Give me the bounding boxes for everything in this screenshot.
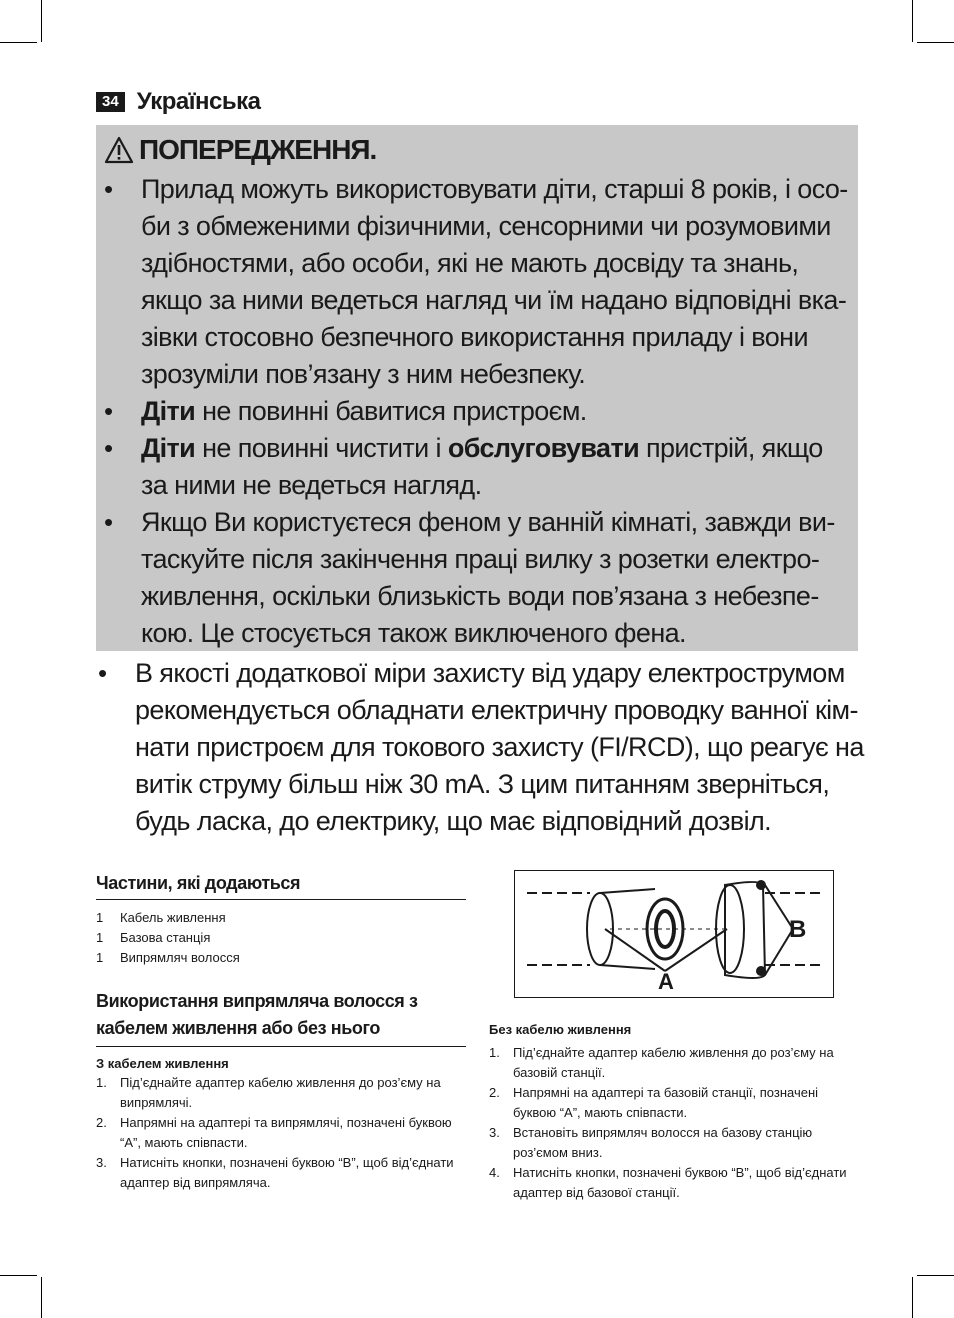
crop-mark (912, 0, 913, 42)
step-item: 3. Встановіть випрямляч волосся на базову станцію роз’ємом вниз. (489, 1125, 813, 1160)
crop-mark (917, 42, 954, 43)
warning-item: • Прилад можуть використовувати діти, старші 8 років, і осо-би з обмеженими фізичними, сенсорними чи розумовими здібностями, або особи, які не мають досвіду та знань, якщо за ними ведеться нагляд чи їм надано відповідні вка-зівки стосовно безпечного використання приладу і вони зрозуміли пов’язану з ним небезпеку. (96, 171, 858, 393)
label-a: A (658, 969, 674, 994)
crop-mark (917, 1275, 954, 1276)
warning-triangle-icon (104, 136, 134, 164)
subsection-title: З кабелем живлення (96, 1056, 229, 1071)
page-header (96, 88, 260, 116)
safety-note-item: • В якості додаткової міри захисту від удару електрострумом рекомендується обладнати електричну проводку ванної кім-нати пристроєм для токового захисту (FI/RCD), що реагує на витік струму більш ніж 30 mA. З цим питанням зверніться, будь ласка, до електрику, що має відповідний дозвіл. (96, 655, 866, 840)
warning-heading: ПОПЕРЕДЖЕННЯ. (139, 134, 377, 165)
crop-mark (41, 1277, 42, 1318)
safety-note (96, 655, 866, 840)
step-item: 1. Під’єднайте адаптер кабелю живлення до роз’єму на базовій станції. (489, 1045, 834, 1080)
step-item: 1. Під’єднайте адаптер кабелю живлення до роз’єму на випрямлячі. (96, 1075, 441, 1110)
warning-item: • Діти не повинні бавитися пристроєм. (96, 393, 858, 430)
crop-mark (41, 0, 42, 42)
warning-item: • Якщо Ви користуєтеся феном у ванній кімнаті, завжди ви-таскуйте після закінчення праці вилку з розетки електро-живлення, оскільки близькість води пов’язана з небезпе-кою. Це стосується також виключеного фена. (96, 504, 858, 652)
parts-section-title: Частини, які додаються (96, 870, 466, 900)
list-item: 1 Базова станція (96, 930, 211, 945)
step-item: 2. Напрямні на адаптері та випрямлячі, позначені буквою “A”, мають співпасти. (96, 1115, 452, 1150)
warning-title (104, 129, 376, 171)
crop-mark (0, 1275, 37, 1276)
page-number: 34 (96, 92, 125, 112)
adapter-illustration (515, 871, 833, 997)
warning-list (96, 171, 858, 652)
label-b: B (789, 916, 807, 943)
step-item: 2. Напрямні на адаптері та базовій станції, позначені буквою “A”, мають співпасти. (489, 1085, 819, 1120)
language-title: Українська (136, 88, 261, 115)
crop-mark (0, 42, 37, 43)
divider (96, 1046, 466, 1047)
adapter-diagram (514, 870, 834, 998)
without-cable-instructions (489, 1021, 859, 1203)
step-item: 4. Натисніть кнопки, позначені буквою “B”, щоб від’єднати адаптер від базової станції. (489, 1165, 847, 1200)
warning-box (96, 125, 858, 651)
warning-item: • Діти не повинні чистити і обслуговувати пристрій, якщо за ними не ведеться нагляд. (96, 430, 858, 504)
with-cable-instructions (96, 1055, 468, 1193)
list-item: 1 Випрямляч волосся (96, 950, 240, 965)
usage-section-title: Використання випрямляча волосся з кабелем живлення або без нього (96, 988, 466, 1047)
parts-list (96, 908, 466, 968)
step-item: 3. Натисніть кнопки, позначені буквою “B”, щоб від’єднати адаптер від випрямляча. (96, 1155, 454, 1190)
list-item: 1 Кабель живлення (96, 910, 226, 925)
divider (96, 899, 466, 900)
subsection-title: Без кабелю живлення (489, 1022, 632, 1037)
crop-mark (912, 1277, 913, 1318)
